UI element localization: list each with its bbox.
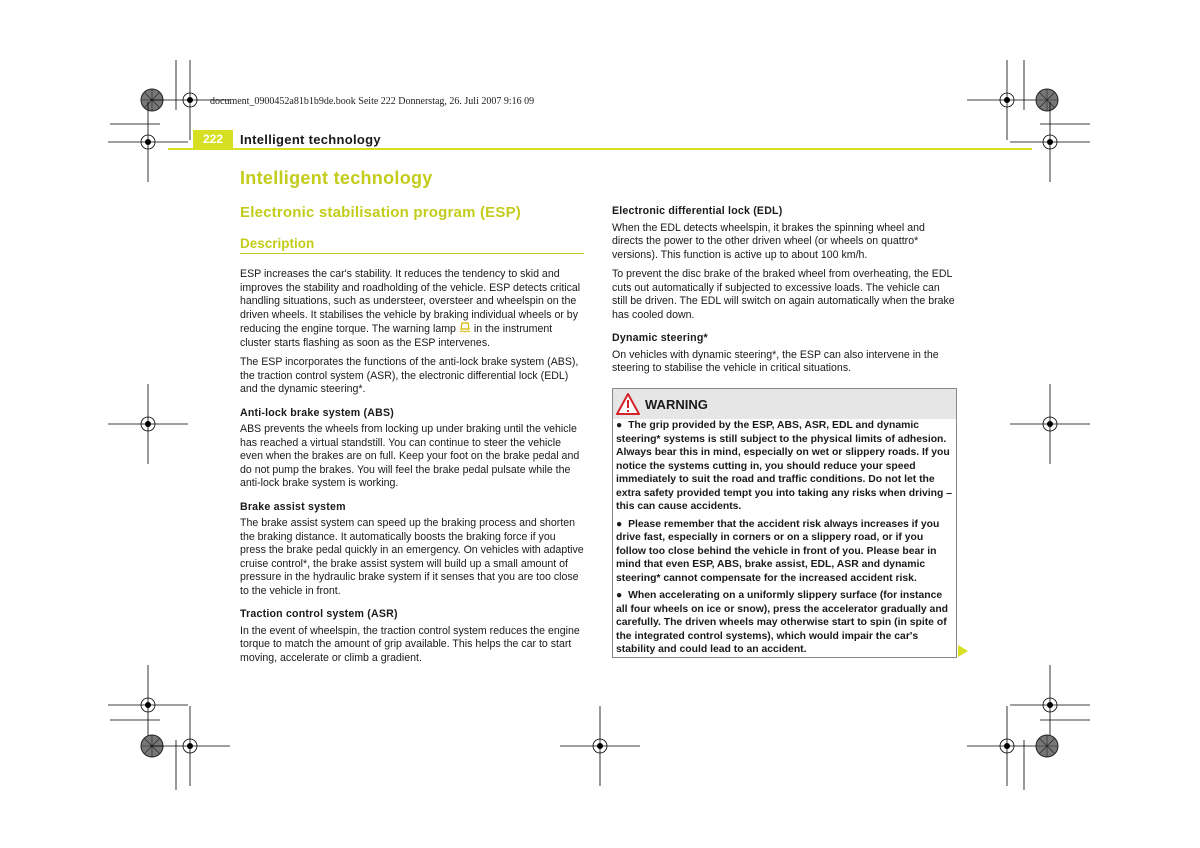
warning-item [616, 589, 953, 657]
dynamic-steering-paragraph: On vehicles with dynamic steering*, the ESP can also intervene in the steering to stabilise the vehicle in critical situations. [612, 348, 939, 374]
abs-heading: Anti-lock brake system (ABS) [240, 406, 394, 419]
asr-paragraph: In the event of wheelspin, the traction control system reduces the engine torque to match the amount of grip available. This helps the car to start moving, accelerate or climb a gradient. [240, 624, 580, 664]
edl-paragraph-2: To prevent the disc brake of the braked wheel from overheating, the EDL cuts out automatically if subjected to excessive loads. The vehicle can still be driven. The EDL will switch on again automatically when the brake has cooled down. [612, 268, 955, 321]
esp-warning-lamp-icon [459, 323, 474, 335]
page-number: 222 [193, 130, 233, 148]
incorporates-paragraph: The ESP incorporates the functions of the anti-lock brake system (ABS), the traction control system (ASR), the electronic differential lock (EDL) and the dynamic steering*. [240, 356, 579, 395]
intro-text-cont: in the instrument cluster starts flashing as soon as the ESP intervenes. [240, 323, 553, 349]
warning-item-text: When accelerating on a uniformly slippery surface (for instance all four wheels on ice or snow), press the accelerator gradually and carefully. The driven wheels may otherwise start to spin (in spite of the integrated control systems), which would impair the car's stability and could lead to an accident. [616, 590, 949, 655]
warning-item-text: Please remember that the accident risk always increases if you drive fast, especially in corners or on a slippery road, or if you follow too close behind the vehicle in front of you. Please bear in mind that even ESP, ABS, brake assist, EDL, ASR and dynamic steering* cannot compensate for the increased accident risk. [616, 518, 940, 584]
print-info: document_0900452a81b1b9de.book Seite 222 Donnerstag, 26. Juli 2007 9:16 09 [210, 96, 535, 107]
abs-paragraph: ABS prevents the wheels from locking up under braking until the vehicle has reached a virtual standstill. You can continue to steer the vehicle even when the brakes are on full. Keep your foot on the brake pedal and do not pump the brakes. You will feel the brake pedal pulsate while the anti-lock brake system is working. [240, 423, 580, 489]
section-title: Electronic stabilisation program (ESP) [240, 204, 521, 221]
description-heading: Description [240, 236, 315, 251]
warning-title: WARNING [645, 397, 708, 412]
running-header: Intelligent technology [240, 132, 381, 147]
edl-heading: Electronic differential lock (EDL) [612, 205, 783, 217]
warning-triangle-icon [615, 392, 641, 421]
dynamic-steering-heading: Dynamic steering* [612, 332, 708, 344]
brake-assist-paragraph: The brake assist system can speed up the braking process and shorten the braking distance. It automatically boosts the braking force if you press the brake pedal quickly in an emergency. On vehicles with adaptive cruise control*, the brake assist system will build up a small amount of pressure in the hydraulic brake system if it senses that you are too close to the vehicle in front. [240, 517, 584, 597]
brake-assist-heading: Brake assist system [240, 500, 346, 513]
bullet-icon: ● [616, 590, 629, 601]
continue-arrow-icon [958, 644, 968, 662]
warning-item [616, 518, 953, 586]
intro-text: ESP increases the car's stability. It reduces the tendency to skid and improves the stability and roadholding of the vehicle. ESP detects critical handling situations, such as understeer, oversteer and wheelspin on the driven wheels. It stabilises the vehicle by braking individual wheels or by reducing the engine torque. The warning lamp [240, 268, 581, 335]
asr-heading: Traction control system (ASR) [240, 608, 398, 620]
warning-item-text: The grip provided by the ESP, ABS, ASR, EDL and dynamic steering* systems is still subject to the physical limits of adhesion. Always bear this in mind, especially on wet or slippery roads. If you notice the systems cutting in, you should reduce your speed immediately to suit the road and traffic conditions. Do not let the extra safety provided tempt you into taking any risks when driving – this can cause accidents. [616, 420, 953, 512]
right-column [612, 205, 956, 382]
intro-paragraph [240, 268, 584, 350]
bullet-icon: ● [616, 518, 629, 530]
page-title: Intelligent technology [240, 168, 433, 188]
left-column [240, 268, 584, 671]
edl-paragraph-1: When the EDL detects wheelspin, it brakes the spinning wheel and directs the power to the other driven wheel (or wheels on quattro* versions). This function is active up to about 100 km/h. [612, 221, 925, 261]
warning-item [616, 419, 953, 514]
description-rule [240, 253, 584, 254]
bullet-icon: ● [616, 420, 629, 431]
header-rule [168, 148, 1032, 150]
warning-body [616, 419, 953, 661]
